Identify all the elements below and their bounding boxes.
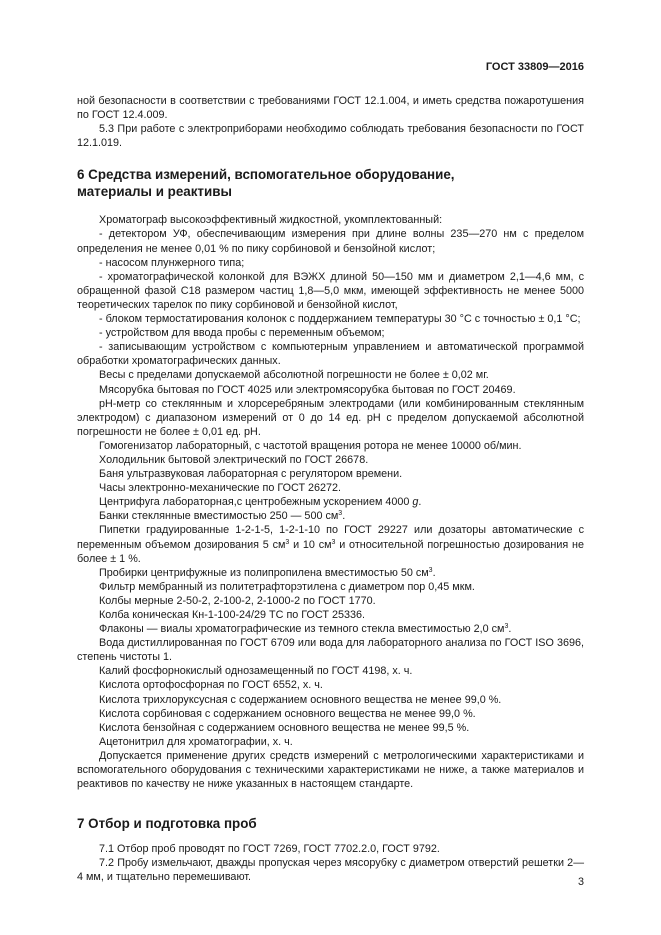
list-item: Кислота ортофосфорная по ГОСТ 6552, х. ч.: [99, 679, 323, 692]
heading-line: материалы и реактивы: [77, 184, 232, 200]
list-item: - детектором УФ, обеспечивающим измерения при длине волны 235—270 нм с пределом определения не менее 0,01 % по пику сорбиновой и бензойной кислот;: [77, 228, 584, 255]
section-7-body: [77, 842, 584, 884]
list-item: Допускается применение других средств измерений с метрологическими характеристиками и вспомогательного оборудования с техническими характеристиками не ниже, а также материалов и реактивов по качеству не ниже указанных в настоящем стандарте.: [77, 749, 584, 791]
superscript: 3: [331, 538, 336, 546]
list-item: Хроматограф высокоэффективный жидкостной, укомплектованный:: [99, 214, 443, 227]
list-item: Мясорубка бытовая по ГОСТ 4025 или электромясорубка бытовая по ГОСТ 20469.: [99, 383, 516, 396]
list-item: - блоком термостатирования колонок с поддержанием температуры 30 °С с точностью ± 0,1 °С;: [99, 313, 581, 326]
text: .: [432, 566, 436, 579]
superscript: 3: [428, 566, 433, 574]
list-item: - записывающим устройством с компьютерным управлением и автоматической программой обработки хроматографических данных.: [77, 341, 584, 368]
superscript: 3: [504, 623, 509, 631]
list-item: - насосом плунжерного типа;: [99, 256, 245, 269]
list-item: [77, 495, 584, 509]
intro-block: [77, 94, 584, 150]
list-item: [77, 523, 584, 565]
list-item: Вода дистиллированная по ГОСТ 6709 или вода для лабораторного анализа по ГОСТ ISO 3696, степень чистоты 1.: [77, 637, 584, 664]
text: .: [342, 510, 346, 523]
list-item: Весы с пределами допускаемой абсолютной погрешности не более ± 0,02 мг.: [99, 369, 489, 382]
page-body: [77, 62, 584, 885]
list-item: Кислота сорбиновая с содержанием основного вещества не менее 99,0 %.: [99, 707, 476, 720]
list-item: - хроматографической колонкой для ВЭЖХ длиной 50—150 мм и диаметром 2,1—4,6 мм, с обращенной фазой С18 размером частиц 1,8—5,0 мкм, имеющей эффективность не менее 5000 теоретических тарелок по пику сорбиновой и бензойной кислот,: [77, 270, 584, 311]
paragraph: 7.2 Пробу измельчают, дважды пропуская через мясорубку с диаметром отверстий решетки 2—4 мм, и тщательно перемешивают.: [77, 857, 584, 884]
page-number: 3: [577, 876, 584, 888]
list-item: Фильтр мембранный из политетрафторэтилена с диаметром пор 0,45 мкм.: [99, 580, 475, 593]
list-item: Колба коническая Кн-1-100-24/29 ТС по ГОСТ 25336.: [99, 609, 365, 621]
text: и относительной погрешностью дозирования не более ± 1 %.: [77, 538, 584, 565]
text: .: [418, 496, 422, 509]
list-item: Ацетонитрил для хроматографии, х. ч.: [99, 735, 293, 748]
list-item: Кислота трихлоруксусная с содержанием основного вещества не менее 99,0 %.: [99, 693, 502, 706]
list-item: Баня ультразвуковая лабораторная с регулятором времени.: [99, 468, 403, 481]
text: Центрифуга лабораторная,с центробежным ускорением 4000: [99, 496, 413, 509]
text: Пипетки градуированные 1-2-1-5, 1-2-1-10 по ГОСТ 29227 или дозаторы автоматические с переменным объемом дозирования 5 см: [77, 524, 584, 551]
section-6-heading: [77, 166, 584, 200]
paragraph: ной безопасности в соответствии с требованиями ГОСТ 12.1.004, и иметь средства пожаротушения по ГОСТ 12.4.009.: [77, 95, 584, 122]
text: .: [508, 623, 512, 636]
list-item: Калий фосфорнокислый однозамещенный по ГОСТ 4198, х. ч.: [99, 665, 413, 678]
text: Банки стеклянные вместимостью 250 — 500 см: [99, 510, 339, 523]
list-item: - устройством для ввода пробы с переменным объемом;: [99, 327, 385, 340]
heading-line: 6 Средства измерений, вспомогательное оборудование,: [77, 167, 455, 183]
list-item: Гомогенизатор лабораторный, с частотой вращения ротора не менее 10000 об/мин.: [99, 439, 522, 452]
list-item: Кислота бензойная с содержанием основного вещества не менее 99,5 %.: [99, 721, 470, 734]
list-item: Колбы мерные 2-50-2, 2-100-2, 2-1000-2 по ГОСТ 1770.: [99, 594, 376, 607]
section-7-heading: 7 Отбор и подготовка проб: [77, 816, 257, 832]
paragraph: 7.1 Отбор проб проводят по ГОСТ 7269, ГОСТ 7702.2.0, ГОСТ 9792.: [99, 843, 440, 856]
superscript: 3: [338, 510, 343, 518]
list-item: рН-метр со стеклянным и хлорсеребряным электродами (или комбинированным стеклянным электродом) с диапазоном измерений от 0 до 14 ед. рН с пределом допускаемой абсолютной погрешности не более ± 0,01 ед. рН.: [77, 397, 584, 438]
list-item: [77, 509, 584, 523]
text: Флаконы — виалы хроматографические из темного стекла вместимостью 2,0 см: [99, 623, 505, 636]
paragraph: 5.3 При работе с электроприборами необходимо соблюдать требования безопасности по ГОСТ 12.1.019.: [77, 123, 584, 150]
document-code: ГОСТ 33809—2016: [485, 61, 584, 73]
text: и 10 см: [289, 538, 332, 551]
italic-symbol: g: [412, 496, 419, 509]
list-item: [77, 566, 584, 580]
section-6-body: [77, 213, 584, 791]
list-item: [77, 622, 584, 636]
list-item: Холодильник бытовой электрический по ГОСТ 26678.: [99, 453, 369, 466]
text: Пробирки центрифужные из полипропилена вместимостью 50 см: [99, 566, 429, 579]
superscript: 3: [285, 538, 290, 546]
list-item: Часы электронно-механические по ГОСТ 26272.: [99, 482, 342, 495]
